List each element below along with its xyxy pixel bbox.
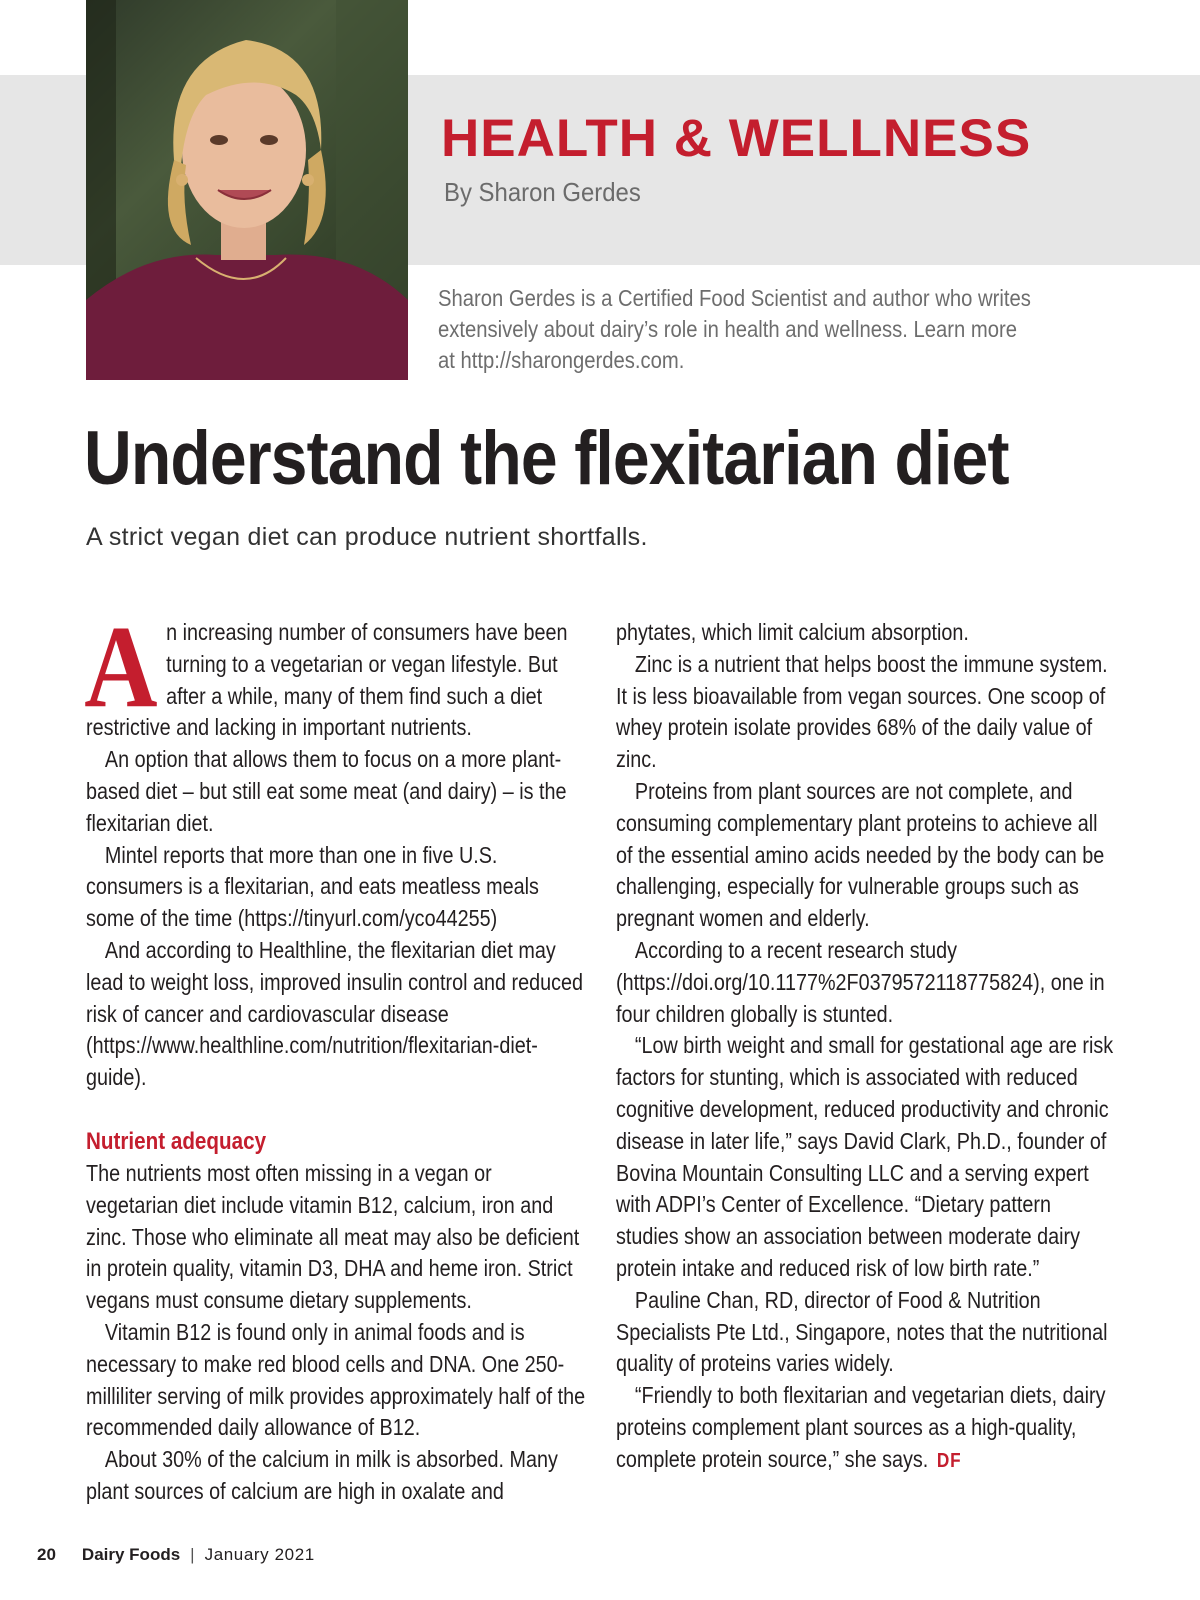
end-mark: DF xyxy=(936,1449,962,1472)
article-column-2 xyxy=(616,617,1116,1478)
page-number: 20 xyxy=(37,1545,56,1564)
paragraph: “Low birth weight and small for gestational age are risk factors for stunting, which is associated with reduced cognitive development, reduced productivity and chronic disease in later life,” says David Clark, Ph.D., founder of Bovina Mountain Consulting LLC and a serving expert with ADPI’s Center of Excellence. “Dietary pattern studies show an association between moderate dairy protein intake and reduced risk of low birth rate.” xyxy=(616,1032,1114,1281)
paragraph: According to a recent research study (https://doi.org/10.1177%2F0379572118775824), one in four children globally is stunted. xyxy=(616,936,1105,1027)
paragraph: phytates, which limit calcium absorption. xyxy=(616,619,969,645)
paragraph: Pauline Chan, RD, director of Food & Nutrition Specialists Pte Ltd., Singapore, notes that the nutritional quality of proteins varies widely. xyxy=(616,1286,1108,1377)
paragraph: About 30% of the calcium in milk is absorbed. Many plant sources of calcium are high in oxalate and xyxy=(86,1446,558,1504)
byline: By Sharon Gerdes xyxy=(444,177,641,207)
section-title: HEALTH & WELLNESS xyxy=(441,109,1032,168)
paragraph: Mintel reports that more than one in five U.S. consumers is a flexitarian, and eats meatless meals some of the time (https://tinyurl.com/yco44255) xyxy=(86,841,539,932)
paragraph-text: “Friendly to both flexitarian and vegetarian diets, dairy proteins complement plant sources as a high-quality, complete protein source,” she says. xyxy=(616,1382,1106,1472)
paragraph: Zinc is a nutrient that helps boost the immune system. It is less bioavailable from vegan sources. One scoop of whey protein isolate provides 68% of the daily value of zinc. xyxy=(616,650,1108,773)
headline: Understand the flexitarian diet xyxy=(84,416,1009,501)
dropcap: A xyxy=(84,601,158,732)
paragraph: The nutrients most often missing in a vegan or vegetarian diet include vitamin B12, calcium, iron and zinc. Those who eliminate all meat may also be deficient in protein quality, vitamin D3, DHA and heme iron. Strict vegans must consume dietary supplements. xyxy=(86,1159,580,1314)
article-column-1 xyxy=(84,601,586,1508)
author-bio: Sharon Gerdes is a Certified Food Scientist and author who writes extensively about dairy’s role in health and wellness. Learn more at http://sharongerdes.com. xyxy=(438,285,1031,373)
paragraph: Proteins from plant sources are not complete, and consuming complementary plant proteins to achieve all of the essential amino acids needed by the body can be challenging, especially for vulnerable groups such as pregnant women and elderly. xyxy=(616,777,1105,932)
paragraph: And according to Healthline, the flexitarian diet may lead to weight loss, improved insulin control and reduced risk of cancer and cardiovascular disease (https://www.healthline.com/nutrition/flexitarian-diet-guide). xyxy=(86,936,583,1091)
paragraph: Vitamin B12 is found only in animal foods and is necessary to make red blood cells and DNA. One 250-milliliter serving of milk provides approximately half of the recommended daily allowance of B12. xyxy=(86,1318,586,1441)
footer-separator: | xyxy=(190,1545,195,1564)
issue-date: January 2021 xyxy=(204,1545,315,1564)
deck: A strict vegan diet can produce nutrient shortfalls. xyxy=(86,523,648,551)
paragraph: An option that allows them to focus on a more plant-based diet – but still eat some meat (and dairy) – is the flexitarian diet. xyxy=(86,746,567,836)
subhead: Nutrient adequacy xyxy=(86,1127,267,1155)
paragraph: n increasing number of consumers have been turning to a vegetarian or vegan lifestyle. But after a while, many of them find such a diet restrictive and lacking in important nutrients. xyxy=(86,619,568,741)
author-photo xyxy=(86,0,408,380)
magazine-name: Dairy Foods xyxy=(81,1545,181,1564)
page-footer xyxy=(37,1545,315,1565)
paragraph-final xyxy=(616,1380,1116,1477)
